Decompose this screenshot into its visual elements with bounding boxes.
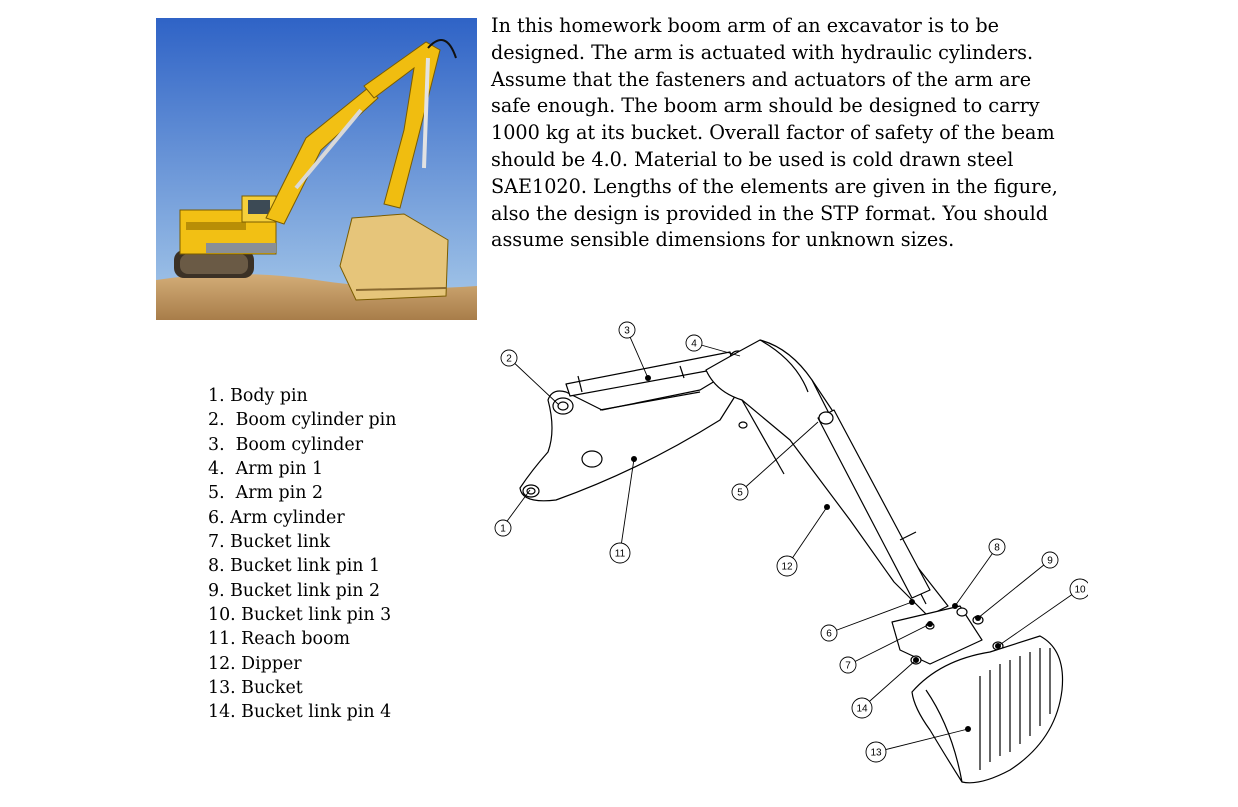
part-item: 3. Boom cylinder <box>208 434 364 455</box>
part-item: 6. Arm cylinder <box>208 507 345 528</box>
callout-label: 13 <box>870 747 882 759</box>
callout-label: 7 <box>845 660 851 672</box>
callout-label: 3 <box>624 325 630 337</box>
excavator-photo <box>156 18 477 320</box>
part-item: 11. Reach boom <box>208 629 350 650</box>
part-item: 8. Bucket link pin 1 <box>208 556 381 577</box>
callout-label: 4 <box>691 338 697 350</box>
part-item: 1. Body pin <box>208 386 308 406</box>
part-item: 2. Boom cylinder pin <box>208 410 397 431</box>
part-item: 7. Bucket link <box>208 532 331 553</box>
callout-label: 6 <box>826 628 832 640</box>
callout-label: 9 <box>1047 555 1053 567</box>
part-item: 10. Bucket link pin 3 <box>208 605 392 626</box>
callout-label: 10 <box>1074 584 1086 596</box>
callout-label: 5 <box>737 487 743 499</box>
callout-label: 11 <box>614 548 626 560</box>
callout-label: 1 <box>500 523 506 535</box>
part-item: 9. Bucket link pin 2 <box>208 580 381 601</box>
callout-label: 2 <box>506 353 512 365</box>
assignment-description: In this homework boom arm of an excavator is to be designed. The arm is actuated with hydraulic cylinders. Assume that the fasteners and actuators of the arm are safe enough. The boom arm should be designed to carry 1000 kg at its bucket. Overall factor of safety of the beam should be 4.0. Material to be used is cold drawn steel SAE1020. Lengths of the elements are given in the figure, also the design is provided in the STP format. You should assume sensible dimensions for unknown sizes. <box>491 14 1058 252</box>
part-item: 13. Bucket <box>208 678 303 699</box>
callout-label: 14 <box>856 703 868 715</box>
callout-label: 8 <box>994 542 1000 554</box>
part-item: 14. Bucket link pin 4 <box>208 702 392 723</box>
callout-label: 12 <box>781 561 793 573</box>
part-item: 4. Arm pin 1 <box>208 459 324 480</box>
boom-arm-diagram <box>488 318 1088 793</box>
part-item: 12. Dipper <box>208 653 302 674</box>
part-item: 5. Arm pin 2 <box>208 483 324 504</box>
parts-list <box>208 384 396 725</box>
